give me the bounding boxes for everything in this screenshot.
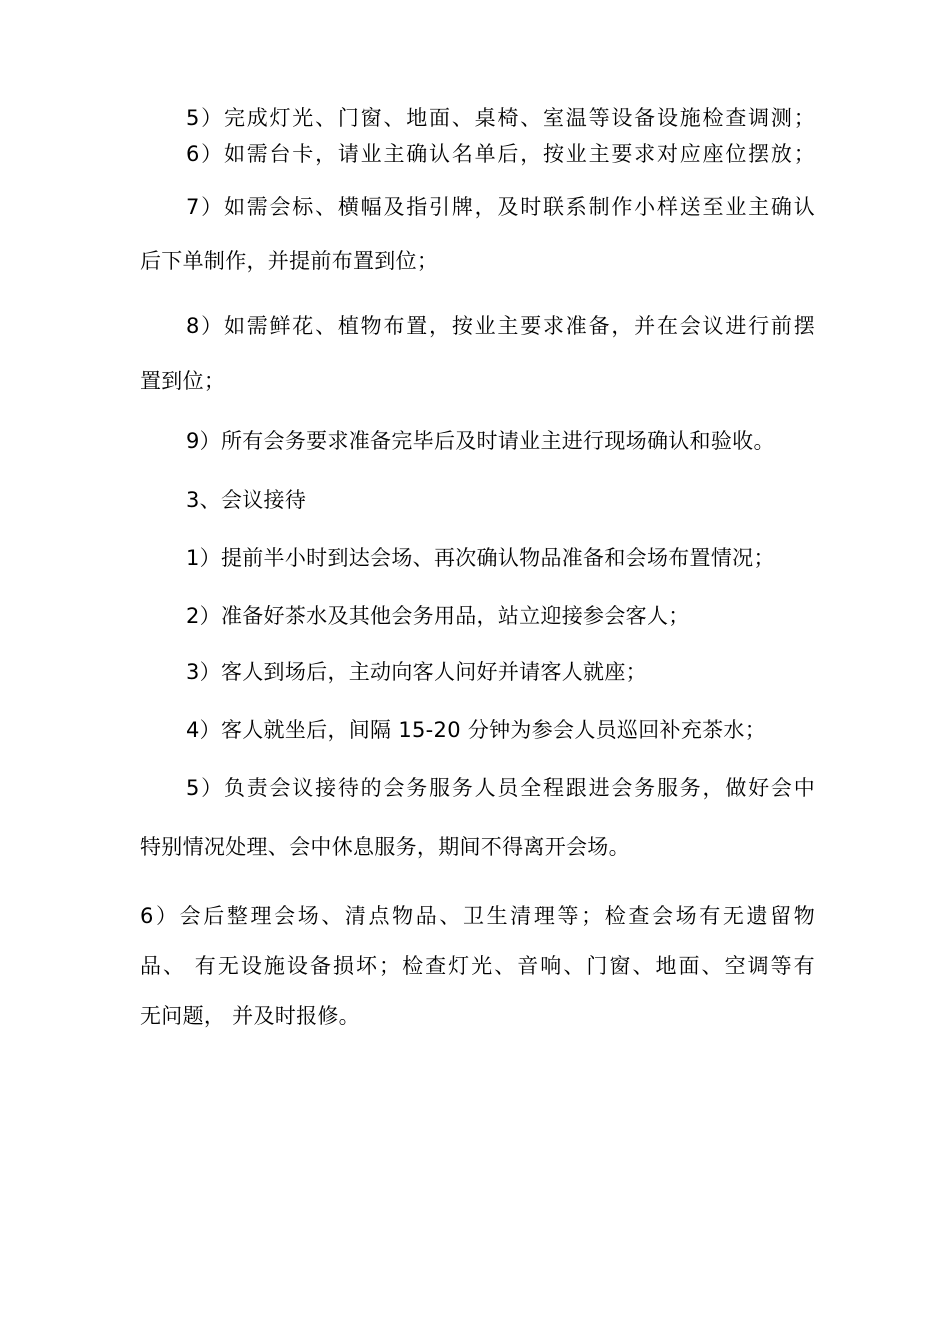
reception-item-2: 2）准备好茶水及其他会务用品，站立迎接参会客人； [186,604,690,628]
reception-item-1: 1）提前半小时到达会场、再次确认物品准备和会场布置情况； [186,546,775,570]
reception-item-5-line1: 5）负责会议接待的会务服务人员全程跟进会务服务，做好会中 [186,776,815,800]
item-7-banners-line2: 后下单制作，并提前布置到位； [140,249,439,273]
reception-item-6-line2: 品、 有无设施设备损坏；检查灯光、音响、门窗、地面、空调等有 [140,954,815,978]
reception-item-3: 3）客人到场后，主动向客人问好并请客人就座； [186,660,647,684]
reception-item-5-line2: 特别情况处理、会中休息服务，期间不得离开会场。 [140,835,630,859]
item-9-acceptance: 9）所有会务要求准备完毕后及时请业主进行现场确认和验收。 [186,429,775,453]
reception-item-4: 4）客人就坐后，间隔 15-20 分钟为参会人员巡回补充茶水； [186,718,767,742]
item-8-flowers-line2: 置到位； [140,369,226,393]
item-7-banners-line1: 7）如需会标、横幅及指引牌，及时联系制作小样送至业主确认 [186,195,815,219]
item-8-flowers-line1: 8）如需鲜花、植物布置，按业主要求准备，并在会议进行前摆 [186,314,815,338]
item-5-lighting-check: 5）完成灯光、门窗、地面、桌椅、室温等设备设施检查调测； [186,106,815,130]
reception-item-6-line1: 6）会后整理会场、清点物品、卫生清理等；检查会场有无遗留物 [140,904,815,928]
section-heading-reception: 3、会议接待 [186,488,307,512]
reception-item-6-line3: 无问题， 并及时报修。 [140,1004,360,1028]
item-6-table-cards: 6）如需台卡，请业主确认名单后，按业主要求对应座位摆放； [186,142,815,166]
